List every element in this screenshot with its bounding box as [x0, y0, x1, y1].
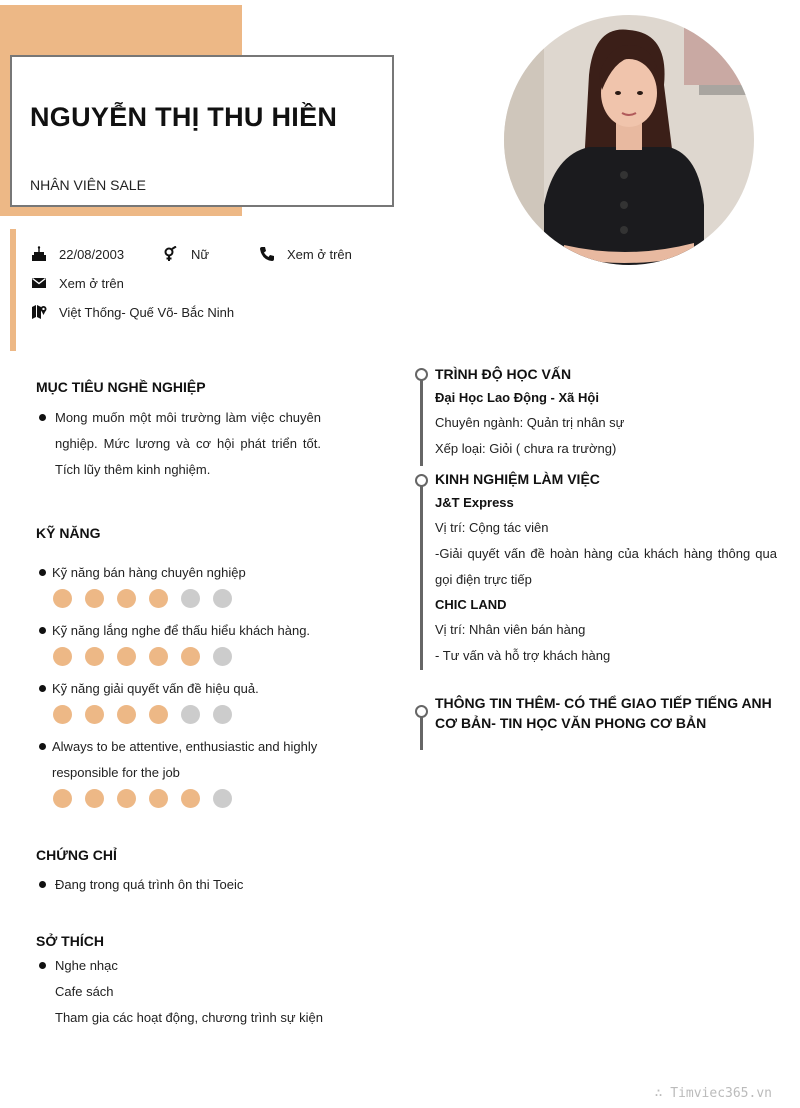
skill-rating-dot	[85, 589, 104, 608]
skill-label	[52, 734, 317, 786]
job-description: gọi điện trực tiếp	[435, 572, 532, 587]
skill-rating-dot	[181, 789, 200, 808]
timeline-node	[415, 705, 428, 718]
timeline-node	[415, 368, 428, 381]
education-grade: Xếp loại: Giỏi ( chưa ra trường)	[435, 441, 617, 456]
address-row	[31, 304, 234, 320]
job-description: -Giải quyết vấn đề hoàn hàng của khách hàng thông qua	[435, 546, 777, 561]
skill-rating	[53, 789, 232, 808]
skill-rating-dot	[53, 589, 72, 608]
hobby-item: Nghe nhạc	[55, 958, 118, 973]
email-row	[31, 275, 124, 291]
objective-title: MỤC TIÊU NGHỀ NGHIỆP	[36, 379, 206, 395]
skill-rating-dot	[85, 789, 104, 808]
job-position: Vị trí: Nhân viên bán hàng	[435, 622, 586, 637]
certificates-title: CHỨNG CHỈ	[36, 847, 117, 863]
skill-bullet	[39, 743, 46, 750]
skill-rating-dot	[213, 647, 232, 666]
map-icon	[31, 304, 47, 320]
gender-text: Nữ	[191, 246, 210, 262]
hobby-bullet	[39, 962, 46, 969]
job-company: CHIC LAND	[435, 597, 507, 612]
skill-label: Kỹ năng giải quyết vấn đề hiệu quả.	[52, 681, 259, 696]
skill-rating-dot	[213, 589, 232, 608]
hobbies-title: SỞ THÍCH	[36, 933, 104, 949]
certificate-item: Đang trong quá trình ôn thi Toeic	[55, 877, 244, 892]
job-description: - Tư vấn và hỗ trợ khách hàng	[435, 648, 611, 663]
additional-info-title	[435, 693, 772, 733]
address-text: Việt Thống- Quế Võ- Bắc Ninh	[59, 304, 235, 320]
job-title: NHÂN VIÊN SALE	[30, 177, 146, 193]
job-position: Vị trí: Cộng tác viên	[435, 520, 549, 535]
education-school: Đại Học Lao Động - Xã Hội	[435, 390, 599, 405]
skill-rating-dot	[53, 705, 72, 724]
email-icon	[31, 275, 47, 291]
watermark: ∴ Timviec365.vn	[654, 1086, 772, 1101]
objective-bullet	[39, 414, 46, 421]
skill-rating-dot	[149, 789, 168, 808]
skill-rating-dot	[181, 705, 200, 724]
skill-rating	[53, 589, 232, 608]
experience-title: KINH NGHIỆM LÀM VIỆC	[435, 471, 600, 487]
skill-rating-dot	[149, 589, 168, 608]
hobby-item: Tham gia các hoạt động, chương trình sự kiện	[55, 1010, 324, 1025]
skill-rating-dot	[149, 647, 168, 666]
skill-label: Kỹ năng lắng nghe để thấu hiểu khách hàng.	[52, 623, 311, 638]
skill-rating-dot	[117, 789, 136, 808]
skill-rating-dot	[181, 589, 200, 608]
skill-rating-dot	[85, 647, 104, 666]
timeline-line	[420, 380, 423, 466]
profile-photo	[504, 15, 754, 265]
birthday-cake-icon	[31, 246, 47, 262]
skill-rating-dot	[53, 647, 72, 666]
timeline-node	[415, 474, 428, 487]
skill-bullet	[39, 627, 46, 634]
email-text: Xem ở trên	[59, 275, 124, 291]
skill-label-line: Always to be attentive, enthusiastic and highly	[52, 739, 318, 754]
skill-rating-dot	[213, 789, 232, 808]
objective-line: Tích lũy thêm kinh nghiệm.	[55, 462, 211, 477]
skill-rating	[53, 705, 232, 724]
additional-info-line: CƠ BẢN- TIN HỌC VĂN PHONG CƠ BẢN	[435, 715, 707, 731]
job-company: J&T Express	[435, 495, 514, 510]
education-major: Chuyên ngành: Quản trị nhân sự	[435, 415, 625, 430]
birthday-text: 22/08/2003	[59, 246, 125, 262]
birthday-row	[31, 246, 124, 262]
phone-icon	[259, 246, 275, 262]
education-title: TRÌNH ĐỘ HỌC VẤN	[435, 366, 572, 382]
skill-rating-dot	[117, 647, 136, 666]
hobby-item: Cafe sách	[55, 984, 114, 999]
certificate-bullet	[39, 881, 46, 888]
contact-accent-bar	[10, 229, 16, 351]
skill-bullet	[39, 685, 46, 692]
skills-title: KỸ NĂNG	[36, 525, 101, 541]
skill-rating-dot	[117, 705, 136, 724]
phone-text: Xem ở trên	[287, 246, 352, 262]
skill-rating-dot	[53, 789, 72, 808]
gender-icon	[163, 246, 179, 262]
skill-rating	[53, 647, 232, 666]
skill-rating-dot	[85, 705, 104, 724]
full-name: NGUYỄN THỊ THU HIỀN	[30, 102, 338, 132]
skill-rating-dot	[213, 705, 232, 724]
skill-rating-dot	[181, 647, 200, 666]
objective-line: Mong muốn một môi trường làm việc chuyên	[55, 410, 321, 425]
hobbies-list	[55, 953, 323, 1031]
timeline-line	[420, 486, 423, 670]
objective-line: nghiệp. Mức lương và cơ hội phát triển tốt.	[55, 436, 321, 451]
timeline-line	[420, 716, 423, 750]
skill-bullet	[39, 569, 46, 576]
phone-row	[259, 246, 352, 262]
additional-info-line: THÔNG TIN THÊM- CÓ THỂ GIAO TIẾP TIẾNG ANH	[435, 695, 772, 711]
skill-label: Kỹ năng bán hàng chuyên nghiệp	[52, 565, 246, 580]
skill-label-line: responsible for the job	[52, 765, 180, 780]
skill-rating-dot	[117, 589, 136, 608]
gender-row	[163, 246, 209, 262]
skill-rating-dot	[149, 705, 168, 724]
objective-text	[55, 405, 321, 483]
